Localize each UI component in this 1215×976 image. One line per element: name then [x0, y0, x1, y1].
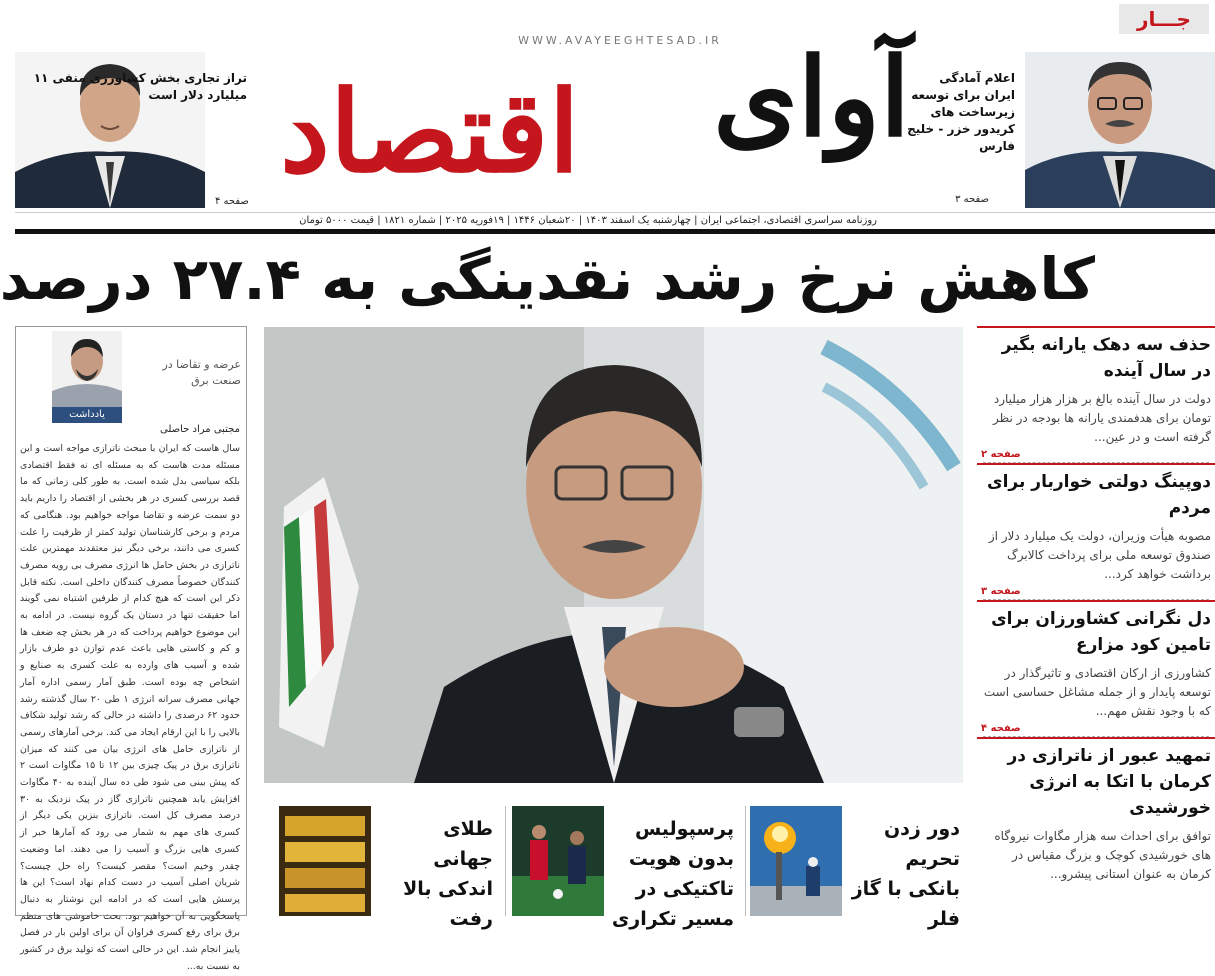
news-item-page-ref: صفحه ۴ — [981, 723, 1021, 734]
teaser-item[interactable] — [750, 800, 966, 930]
logo-word-eghtesad: اقتصاد — [280, 67, 580, 198]
opinion-column — [15, 326, 247, 972]
opinion-body: سال هاست که ایران با مبحث ناترازی مواجه است و این مسئله مدت هاست که به مسئله ای نه فقط اقتصادی بلکه سیاسی بدل شده است. به طور کلی زمانی که ما قصد بررسی کسری در هر بخشی از اقتصاد را داریم باید دو سمت عرضه و تقاضا مواجه خواهیم بود. هنگامی که مردم و برخی کارشناسان تولید کمتر از ظرفیت را علت کسری می دانند، برخی دیگر نیز معتقدند مهمترین علت ناترازی در بخش حامل ها انرژی مصرف بی رویه مصرف کنندگان خصوصاً مصرف کنندگان داخلی است. نکته قابل ذکر این است که هیچ کدام از طرفین اشتباه نمی گویند اما حقیقت تنها در دستان یک گروه نیست. در ادامه به این موضوع خواهیم پرداخت که در هر بخش چه ضعف ها و کم و کاستی هایی باعث عدم توازن دو طرف بازار شده و آسیب های وارده به علت کسری به صنایع و اشخاص چه بوده است. طبق آمار رسمی اداره آمار جهانی مصرف سرانه انرژی ۱ طی ۲۰ سال گذشته رشد حدود ۶۲ درصدی را داشته در حالی که رشد تولید شکاف بالایی را با این ارقام ایجاد می کند. برخی آمارهای رسمی از ناترازی حامل های انرژی بیان می کنند که میزان ناترازی برق در پیک چیزی بین ۱۲ تا ۱۵ مگاوات است ۲ که پیش بینی می شود طی ده سال آینده به ۴۰ مگاوات افزایش یابد همچنین ناترازی گاز در پیک نزدیک به ۳۰ درصد مصرف کل است. ناترازی بنزین یکی دیگر از کسری های مهم به شمار می رود که آمارها خبر از کسری هایی بزرگ و آسیب زا می دهند. اما وضعیت چقدر وخیم است؟ مقصر کیست؟ راه حل چیست؟ شریان اصلی آسیب در دست کدام نهاد است؟ این ها پرسش هایی است که در ادامه این نوشتار به دنبال پاسخگویی به آن خواهیم بود. بحث خاموشی های منظم برق برای رفع کسری فراوان آن برای اولین بار در فصل پاییز انجام شد. این در حالی است که تولید برق در کشور به نسبت به... — [20, 443, 240, 972]
main-photo[interactable] — [264, 327, 963, 783]
teaser-title[interactable]: طلای جهانی اندکی بالا رفت — [403, 818, 493, 930]
portrait-right — [1025, 52, 1215, 208]
teaser-title[interactable]: دور زدن تحریم بانکی با گاز فلر — [851, 818, 960, 930]
news-item-body: دولت در سال آینده بالغ بر هزار هزار میلیارد تومان برای هدفمندی یارانه ها بودجه در نظر گرفته است و در عین... — [993, 392, 1211, 444]
divider — [505, 806, 506, 916]
teaser-title[interactable]: پرسپولیس بدون هویت تاکتیکی در مسیر تکراری — [611, 818, 734, 930]
teaser-item[interactable] — [512, 800, 740, 930]
teaser-image — [750, 806, 842, 916]
news-item-page-ref: صفحه ۲ — [981, 449, 1021, 460]
opinion-label: یادداشت — [52, 407, 122, 423]
main-headline[interactable]: کاهش نرخ رشد نقدینگی به ۲۷.۴ درصد — [0, 245, 1095, 313]
masthead-story-right[interactable]: اعلام آمادگی ایران برای توسعه زیرساخت های کریدور خزر - خلیج فارس — [907, 71, 1015, 153]
masthead — [15, 0, 1215, 212]
news-item[interactable] — [977, 737, 1215, 884]
opinion-title[interactable]: عرضه و تقاضا در صنعت برق — [162, 358, 241, 387]
masthead-page-ref-right: صفحه ۳ — [955, 194, 989, 205]
masthead-rule — [15, 229, 1215, 234]
news-item[interactable] — [977, 600, 1215, 734]
news-item-body: توافق برای احداث سه هزار مگاوات نیروگاه های خورشیدی کوچک و بزرگ مقیاس در کرمان به عنوان استانی پیشرو... — [994, 829, 1211, 881]
news-item-title[interactable]: دوپینگ دولتی خواربار برای مردم — [987, 472, 1211, 518]
news-item-title[interactable]: دل نگرانی کشاورزان برای تامین کود مزارع — [991, 609, 1211, 655]
news-item-page-ref: صفحه ۳ — [981, 586, 1021, 597]
newspaper-logo — [280, 35, 920, 198]
news-item[interactable] — [977, 463, 1215, 597]
author-photo — [52, 331, 122, 407]
divider — [745, 806, 746, 916]
masthead-story-left[interactable]: تراز تجاری بخش کشاورزی منفی ۱۱ میلیارد دلار است — [33, 71, 247, 102]
news-item-title[interactable]: تمهید عبور از ناترازی در کرمان با اتکا به انرژی خورشیدی — [1007, 746, 1211, 818]
teaser-item[interactable] — [279, 800, 499, 930]
dateline: روزنامه سراسری اقتصادی، اجتماعی ایران | چهارشنبه یک اسفند ۱۴۰۳ | ۲۰شعبان ۱۴۴۶ | ۱۹فوریه ۲۰۲۵ | شماره ۱۸۲۱ | قیمت ۵۰۰۰ تومان — [15, 212, 1215, 228]
news-item[interactable] — [977, 326, 1215, 460]
right-news-column — [977, 326, 1215, 916]
opinion-author: مجتبی مراد حاصلی — [159, 424, 240, 435]
news-item-title[interactable]: حذف سه دهک یارانه بگیر در سال آینده — [1001, 335, 1211, 381]
edition-badge: جـــار — [1119, 4, 1209, 34]
news-item-body: مصوبه هیأت وزیران، دولت یک میلیارد دلار از صندوق توسعه ملی برای پرداخت کالابرگ برداشت خواهد کرد... — [988, 529, 1211, 581]
teaser-image — [279, 806, 371, 916]
news-item-body: کشاورزی از ارکان اقتصادی و تاثیرگذار در توسعه پایدار و از جمله مشاغل حساسی است که با وجود نقش مهم... — [983, 666, 1211, 718]
logo-word-avay: آوای — [713, 35, 910, 161]
masthead-page-ref-left: صفحه ۴ — [215, 196, 249, 207]
teaser-image — [512, 806, 604, 916]
website-url[interactable]: WWW.AVAYEEGHTESAD.IR — [518, 34, 722, 47]
